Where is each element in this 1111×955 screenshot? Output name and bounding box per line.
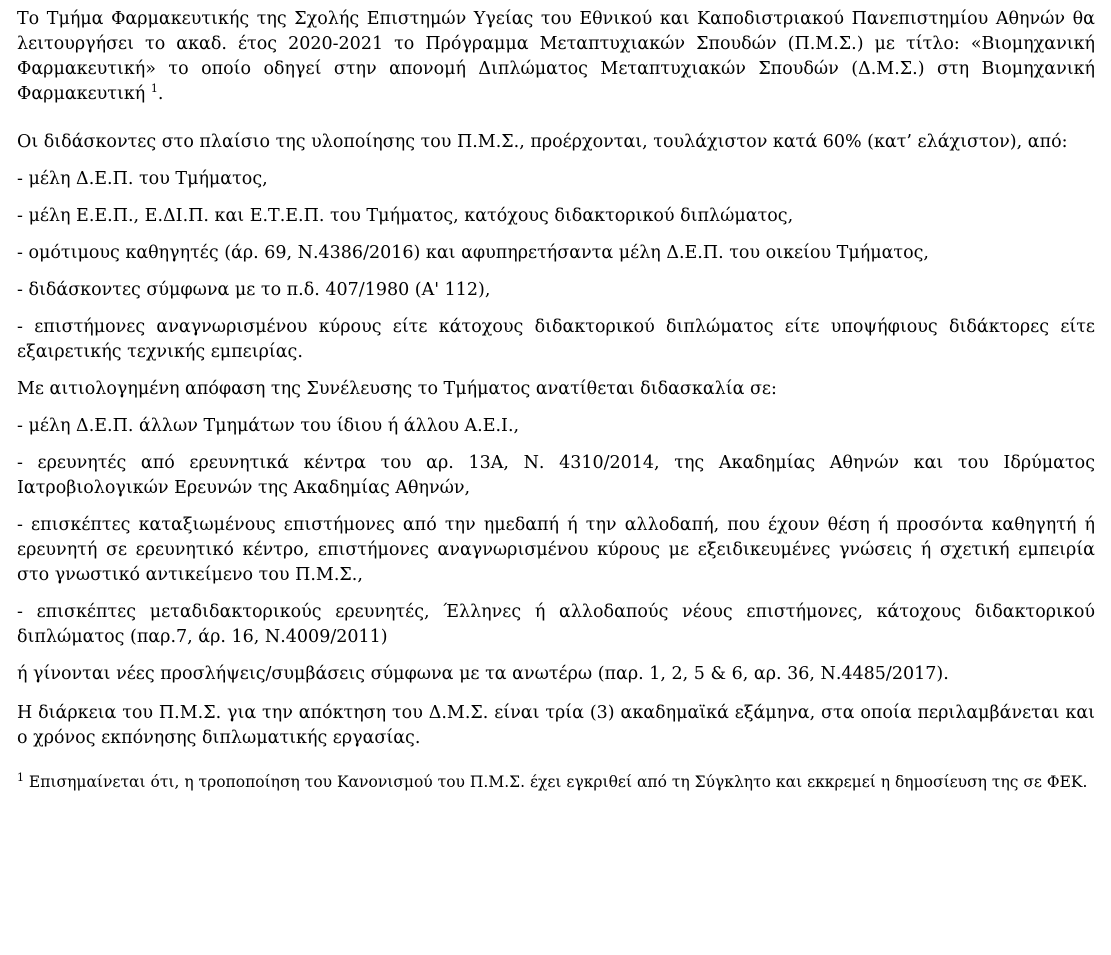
intro-end: .: [157, 84, 164, 104]
footnote-mark: 1: [17, 770, 24, 784]
document-page: [17, 7, 1095, 809]
teachers-item-4: - διδάσκοντες σύμφωνα με το π.δ. 407/1980 (Α' 112),: [17, 280, 491, 300]
assembly-item-2: - ερευνητές από ερευνητικά κέντρα του αρ. 13Α, Ν. 4310/2014, της Ακαδημίας Αθηνών και του Ιδρύματος Ιατροβιολογικών Ερευνών της Ακαδημίας Αθηνών,: [17, 453, 1095, 498]
assembly-item-4: - επισκέπτες μεταδιδακτορικούς ερευνητές, Έλληνες ή αλλοδαπούς νέους επιστήμονες, κάτοχους διδακτορικού διπλώματος (παρ.7, άρ. 16, Ν.4009/2011): [17, 602, 1095, 647]
footnote: [17, 771, 1095, 793]
footnote-text: Επισημαίνεται ότι, η τροποποίηση του Κανονισμού του Π.Μ.Σ. έχει εγκριθεί από τη Σύγκλητο και εκκρεμεί η δημοσίευση της σε ΦΕΚ.: [24, 773, 1088, 791]
duration-paragraph: Η διάρκεια του Π.Μ.Σ. για την απόκτηση του Δ.Μ.Σ. είναι τρία (3) ακαδημαϊκά εξάμηνα, στα οποία περιλαμβάνεται και ο χρόνος εκπόνησης διπλωματικής εργασίας.: [17, 703, 1095, 748]
assembly-item-3: - επισκέπτες καταξιωμένους επιστήμονες από την ημεδαπή ή την αλλοδαπή, που έχουν θέση ή προσόντα καθηγητή ή ερευνητή σε ερευνητικό κέντρο, επιστήμονες αναγνωρισμένου κύρους με εξειδικευμένες γνώσεις ή σχετική εμπειρία στο γνωστικό αντικείμενο του Π.Μ.Σ.,: [17, 515, 1095, 585]
teachers-item-2: - μέλη Ε.Ε.Π., Ε.ΔΙ.Π. και Ε.Τ.Ε.Π. του Τμήματος, κατόχους διδακτορικού διπλώματος,: [17, 206, 794, 226]
teachers-item-3: - ομότιμους καθηγητές (άρ. 69, Ν.4386/2016) και αφυπηρετήσαντα μέλη Δ.Ε.Π. του οικείου Τμήματος,: [17, 243, 929, 263]
intro-text: Το Τμήμα Φαρμακευτικής της Σχολής Επιστημών Υγείας του Εθνικού και Καποδιστριακού Πανεπιστημίου Αθηνών θα λειτουργήσει το ακαδ. έτος 2020-2021 το Πρόγραμμα Μεταπτυχιακών Σπουδών (Π.Μ.Σ.) με τίτλο: «Βιομηχανική Φαρμακευτική» το οποίο οδηγεί στην απονομή Διπλώματος Μεταπτυχιακών Σπουδών (Δ.Μ.Σ.) στη Βιομηχανική Φαρμακευτική: [17, 9, 1095, 104]
assembly-item-1: - μέλη Δ.Ε.Π. άλλων Τμημάτων του ίδιου ή άλλου Α.Ε.Ι.,: [17, 416, 520, 436]
teachers-lead-paragraph: Οι διδάσκοντες στο πλαίσιο της υλοποίησης του Π.Μ.Σ., προέρχονται, τουλάχιστον κατά 60% (κατ’ ελάχιστον), από:: [17, 132, 1068, 152]
teachers-item-5: - επιστήμονες αναγνωρισμένου κύρους είτε κάτοχους διδακτορικού διπλώματος είτε υποψήφιους διδάκτορες είτε εξαιρετικής τεχνικής εμπειρίας.: [17, 317, 1095, 362]
intro-paragraph: [17, 7, 1095, 107]
assembly-lead-paragraph: Με αιτιολογημένη απόφαση της Συνέλευσης το Τμήματος ανατίθεται διδασκαλία σε:: [17, 379, 777, 399]
assembly-closing-paragraph: ή γίνονται νέες προσλήψεις/συμβάσεις σύμφωνα με τα ανωτέρω (παρ. 1, 2, 5 & 6, αρ. 36, Ν.4485/2017).: [17, 664, 949, 684]
footnote-reference: 1: [150, 82, 158, 96]
teachers-item-1: - μέλη Δ.Ε.Π. του Τμήματος,: [17, 169, 268, 189]
